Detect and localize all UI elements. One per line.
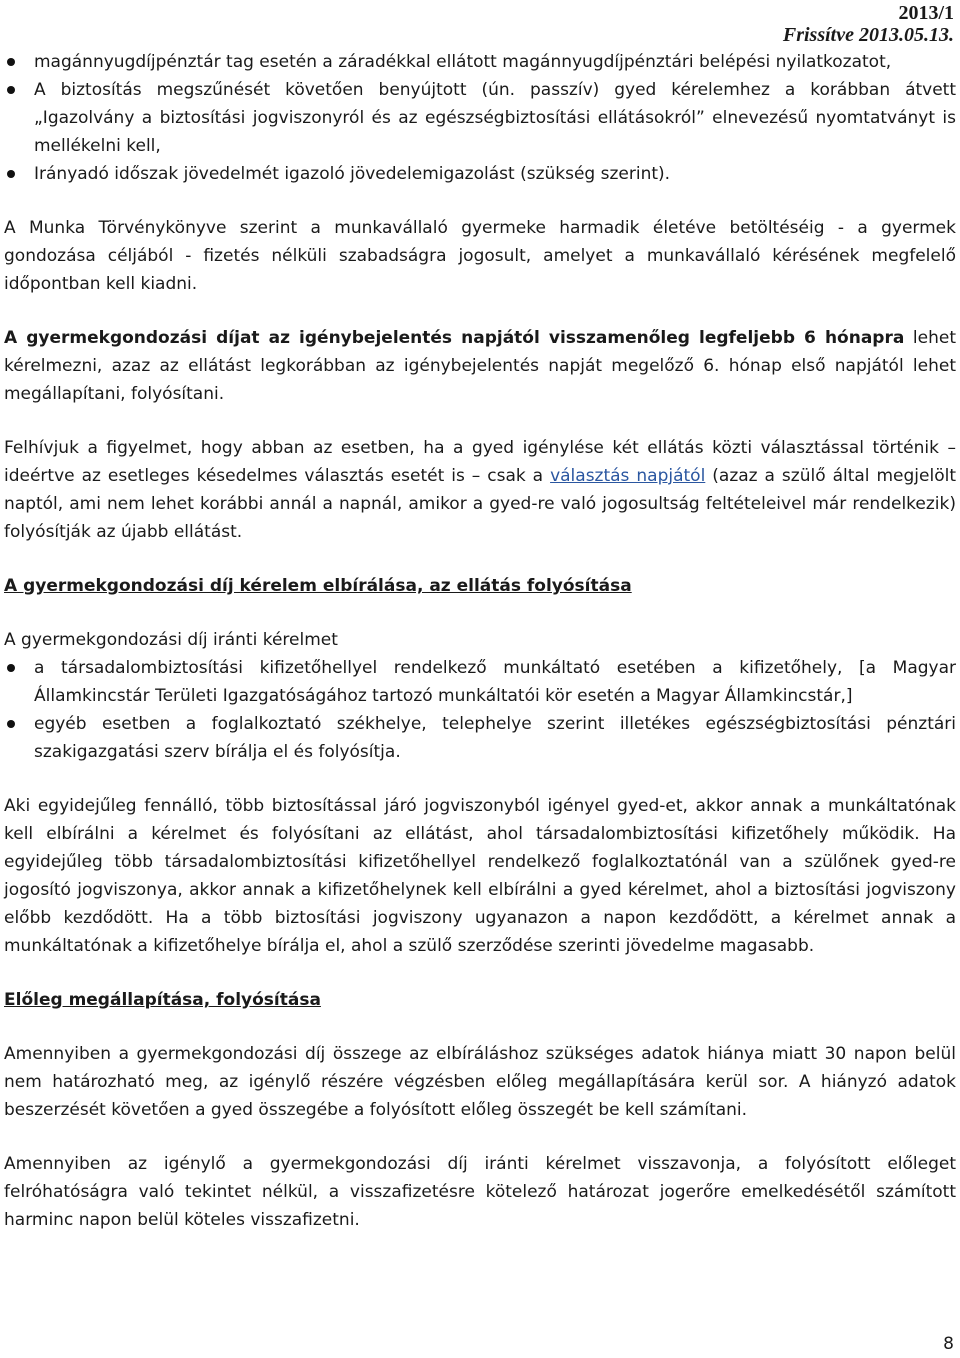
list-item: a társadalombiztosítási kifizetőhellyel rendelkező munkáltató esetében a kifizetőhely, [a Magyar Államkincstár Területi Igazgatóságához tartozó munkáltatói kör esetén a Magyar Államkincstár,]: [4, 654, 956, 710]
page-number: 8: [943, 1334, 954, 1354]
issue-number: 2013/1: [898, 2, 954, 24]
list-item: egyéb esetben a foglalkoztató székhelye, telephelye szerint illetékes egészségbiztosítási pénztári szakigazgatási szerv bírálja el és folyósítja.: [4, 710, 956, 766]
bullet-icon: [7, 664, 15, 672]
paragraph-visszamenoleg: A gyermekgondozási díjat az igénybejelentés napjától visszamenőleg legfeljebb 6 hónapra lehet kérelmezni, azaz az ellátást legkorábban az igénybejelentés napját megelőző 6. hónap első napjától lehet megállapítani, folyósítani.: [4, 328, 956, 404]
section-heading-eloleg: Előleg megállapítása, folyósítása: [4, 990, 321, 1010]
list-item: magánnyugdíjpénztár tag esetén a záradékkal ellátott magánnyugdíjpénztári belépési nyilatkozatot,: [4, 48, 956, 76]
paragraph-munka-torvenykonyv: A Munka Törvénykönyve szerint a munkavállaló gyermeke harmadik életéve betöltéséig - a gyermek gondozása céljából - fizetés nélküli szabadságra jogosult, amelyet a munkavállaló kérésének megfelelő időpontban kell kiadni.: [4, 218, 956, 294]
bullet-icon: [7, 58, 15, 66]
bullet-icon: [7, 170, 15, 178]
paragraph-aki-egyidejuleg: Aki egyidejűleg fennálló, több biztosítással járó jogviszonyból igényel gyed-et, akkor annak a munkáltatónak kell elbírálni a kérelmet és folyósítani az ellátást, ahol társadalombiztosítási kifizetőhely működik. Ha egyidejűleg több társadalombiztosítási kifizetőhellyel rendelkező foglalkoztatónál van a szülőnek gyed-re jogosító jogviszonya, akkor annak a kifizetőhelynek kell elbírálni a gyed kérelmet, ahol a biztosítási jogviszony előbb kezdődött. Ha a több biztosítási jogviszony ugyanazon a napon kezdődött, a kérelmet annak a munkáltatónak a kifizetőhelye bírálja el, ahol a szülő szerződése szerinti jövedelme magasabb.: [4, 796, 956, 956]
list-item: A biztosítás megszűnését követően benyújtott (ún. passzív) gyed kérelemhez a korábban átvett „Igazolvány a biztosítási jogviszonyról és az egészségbiztosítási ellátásokról” elnevezésű nyomtatványt is mellékelni kell,: [4, 76, 956, 160]
valasztas-napjatol-link[interactable]: választás napjától: [550, 466, 706, 486]
bullet-icon: [7, 720, 15, 728]
updated-date: Frissítve 2013.05.13.: [782, 24, 954, 46]
document-body: [4, 48, 956, 1234]
paragraph-amennyiben-2: Amennyiben az igénylő a gyermekgondozási díj iránti kérelmet visszavonja, a folyósított előleget felróhatóságra való tekintet nélkül, a visszafizetésre kötelező határozat jogerőre emelkedésétől számított harminc napon belül köteles visszafizetni.: [4, 1154, 956, 1230]
paragraph-kerelmet: A gyermekgondozási díj iránti kérelmet: [4, 630, 338, 650]
bullet-list-top: [4, 48, 956, 188]
bullet-icon: [7, 86, 15, 94]
section-heading-elbiralas: A gyermekgondozási díj kérelem elbírálása, az ellátás folyósítása: [4, 576, 632, 596]
emphasis-text: A gyermekgondozási díjat az igénybejelentés napjától visszamenőleg legfeljebb 6 hónapra: [4, 328, 905, 348]
paragraph-felhivjuk: Felhívjuk a figyelmet, hogy abban az esetben, ha a gyed igénylése két ellátás közti választással történik – ideértve az esetleges késedelmes választás esetét is – csak a választás napjától (azaz a szülő által megjelölt naptól, ami nem lehet korábbi annál a napnál, amikor a gyed-re való jogosultság feltételeivel már rendelkezik) folyósítják az újabb ellátást.: [4, 438, 956, 542]
document-header: [783, 2, 954, 46]
bullet-list-mid: [4, 654, 956, 766]
list-item: Irányadó időszak jövedelmét igazoló jövedelemigazolást (szükség szerint).: [4, 160, 956, 188]
paragraph-amennyiben-1: Amennyiben a gyermekgondozási díj összege az elbíráláshoz szükséges adatok hiánya miatt 30 napon belül nem határozható meg, az igénylő részére végzésben előleg megállapítására kerül sor. A hiányzó adatok beszerzését követően a gyed összegébe a folyósított előleg összegét be kell számítani.: [4, 1044, 956, 1120]
